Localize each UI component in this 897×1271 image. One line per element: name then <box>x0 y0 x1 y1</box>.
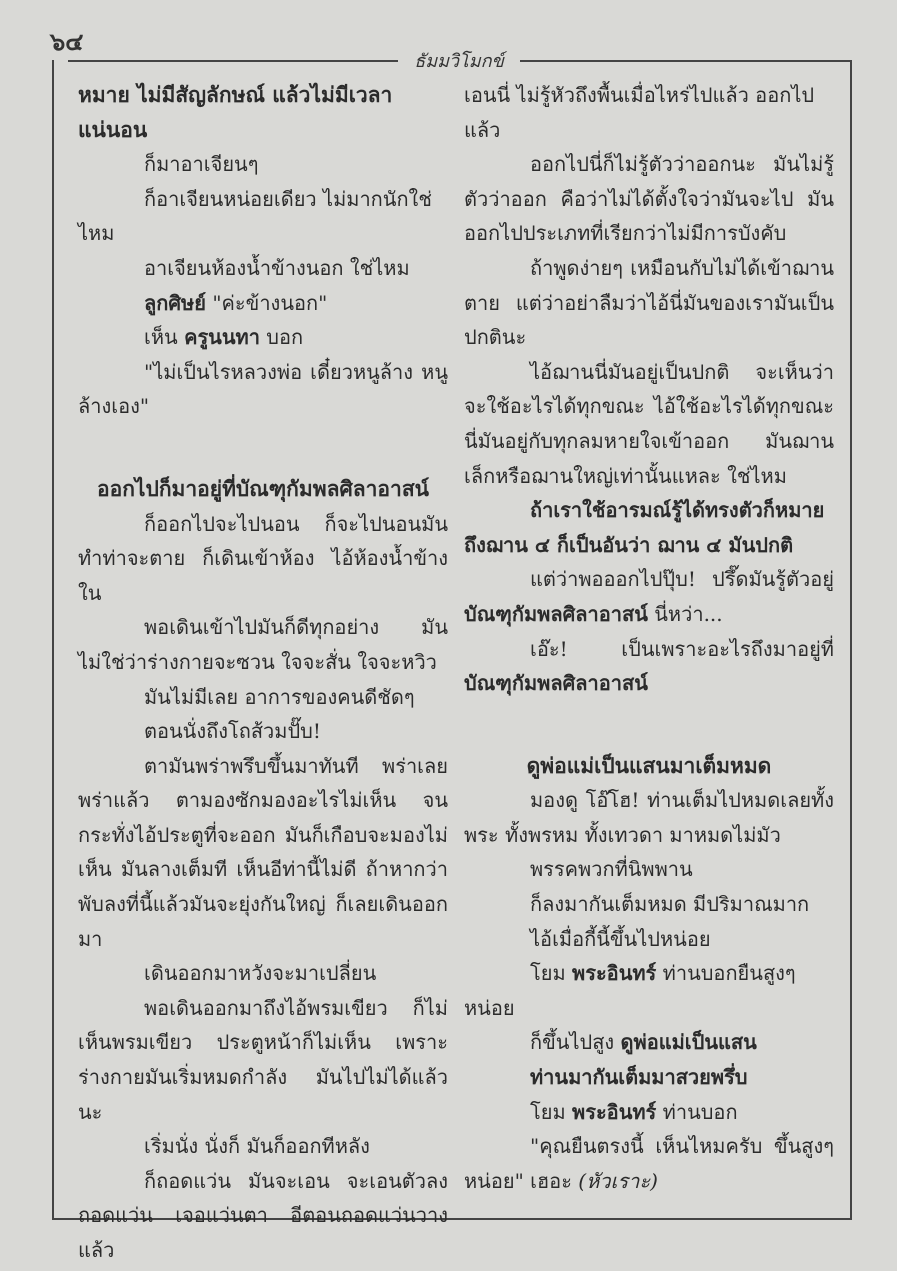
paragraph <box>464 632 834 701</box>
text: "คุณยืนตรงนี้ เห็นไหมครับ ขึ้นสูงๆ หน่อย" เฮอะ <box>464 1134 834 1193</box>
paragraph: เริ่มนั่ง นั่งก็ มันก็ออกทีหลัง <box>144 1134 370 1159</box>
name: พระอินทร์ <box>572 961 657 986</box>
section-heading: ดูพ่อแม่เป็นแสนมาเต็มหมด <box>526 752 772 778</box>
right-column <box>464 78 834 1198</box>
dialogue-line <box>78 286 448 321</box>
speaker-name: ครูนนทา <box>184 325 260 350</box>
paragraph-bold <box>464 493 834 562</box>
place-name: บัณฑุกัมพลศิลาอาสน์ <box>464 601 648 626</box>
bold-text: ดูพ่อแม่เป็นแสน <box>620 1030 757 1055</box>
running-header-title: ธัมมวิโมกข์ <box>414 51 504 72</box>
section-heading: หมาย ไม่มีสัญลักษณ์ แล้วไม่มีเวลาแน่นอน <box>78 82 393 142</box>
paragraph: ไอ้เมื่อกี้นี้ขึ้นไปหน่อย <box>530 926 711 951</box>
text: เอ๊ะ! เป็นเพราะอะไรถึงมาอยู่ที่ <box>530 636 834 661</box>
paragraph <box>464 562 834 631</box>
paragraph: ออกไปนี่ก็ไม่รู้ตัวว่าออกนะ มันไม่รู้ตัวว่าออก คือว่าไม่ได้ตั้งใจว่ามันจะไป มันออกไปประเภทที่เรียกว่าไม่มีการบังคับ <box>464 152 834 246</box>
paragraph: ก็ออกไปจะไปนอน ก็จะไปนอนมันทำท่าจะตาย ก็เดินเข้าห้อง ไอ้ห้องน้ำข้างใน <box>78 511 448 605</box>
paragraph <box>464 1095 834 1130</box>
text: โยม <box>530 1099 573 1124</box>
paragraph: ก็ลงมากันเต็มหมด มีปริมาณมาก <box>530 892 810 917</box>
paragraph: "ไม่เป็นไรหลวงพ่อ เดี๋ยวหนูล้าง หนูล้างเอง" <box>78 359 448 419</box>
text: บอก <box>259 325 304 350</box>
paragraph <box>464 1060 834 1095</box>
text: โยม <box>530 961 573 986</box>
paragraph <box>464 1025 834 1060</box>
text: แต่ว่าพอออกไปปุ๊บ! ปรึ๊ดมันรู้ตัวอยู่ <box>530 567 834 592</box>
paragraph: เอนนี่ ไม่รู้หัวถึงพื้นเมื่อไหร่ไปแล้ว ออกไปแล้ว <box>464 83 815 142</box>
place-name: บัณฑุกัมพลศิลาอาสน์ <box>464 671 648 696</box>
paragraph: เดินออกมาหวังจะมาเปลี่ยน <box>144 961 377 986</box>
page-number: ๖๔ <box>50 27 84 56</box>
text: ท่านบอก <box>656 1099 738 1124</box>
paragraph: ตามันพร่าพรึบขึ้นมาทันที พร่าเลย พร่าแล้ว ตามองซักมองอะไรไม่เห็น จนกระทั่งไอ้ประตูที่จะออก มันก็เกือบจะมองไม่เห็น มันลางเต็มที เห็นอีท่านี้ไม่ดี ถ้าหากว่าพับลงที่นี้แล้วมันจะยุ่งกันใหญ่ ก็เลยเดินออกมา <box>78 753 448 951</box>
speaker-name: ลูกศิษย์ <box>144 290 206 315</box>
left-column <box>78 78 448 1268</box>
paragraph: ไอ้ฌานนี่มันอยู่เป็นปกติ จะเห็นว่าจะใช้อะไรได้ทุกขณะ ไอ้ใช้อะไรได้ทุกขณะนี่มันอยู่กับทุกลมหายใจเข้าออก มันฌานเล็กหรือฌานใหญ่เท่านั้นแหละ ใช่ไหม <box>464 359 834 488</box>
bold-text: ท่านมากันเต็มมาสวยพรึ่บ <box>530 1065 748 1090</box>
paragraph: ตอนนั่งถึงโถส้วมปั๊บ! <box>144 719 321 744</box>
text: ท่านบอกยืนสูงๆ หน่อย <box>464 961 796 1020</box>
text: ก็ขึ้นไปสูง <box>530 1030 621 1055</box>
name: พระอินทร์ <box>572 1099 657 1124</box>
dialogue-text: "ค่ะข้างนอก" <box>205 290 328 315</box>
paragraph: พอเดินเข้าไปมันก็ดีทุกอย่าง มันไม่ใช่ว่าร่างกายจะซวน ใจจะสั่น ใจจะหวิว <box>78 615 448 674</box>
paragraph <box>464 1129 834 1198</box>
paragraph: ถ้าพูดง่ายๆ เหมือนกับไม่ได้เข้าฌานตาย แต่ว่าอย่าลืมว่าไอ้นี่มันของเรามันเป็นปกตินะ <box>464 255 834 350</box>
paragraph: อาเจียนห้องน้ำข้างนอก ใช่ไหม <box>144 255 410 280</box>
paragraph: พรรคพวกที่นิพพาน <box>530 857 693 882</box>
paragraph: มองดู โอ๊โฮ! ท่านเต็มไปหมดเลยทั้งพระ ทั้งพรหม ทั้งเทวดา มาหมดไม่มัว <box>464 788 834 847</box>
paragraph: ก็อาเจียนหน่อยเดียว ไม่มากนักใช่ไหม <box>78 186 432 246</box>
paragraph: ก็มาอาเจียนๆ <box>144 152 259 177</box>
paragraph: ก็ถอดแว่น มันจะเอน จะเอนตัวลงถอดแว่น เจอแว่นตา อีตอนถอดแว่นวางแล้ว <box>78 1168 448 1262</box>
paragraph <box>464 956 834 1025</box>
text: นี่หว่า... <box>647 601 723 626</box>
paragraph: พอเดินออกมาถึงไอ้พรมเขียว ก็ไม่เห็นพรมเขียว ประตูหน้าก็ไม่เห็น เพราะร่างกายมันเริ่มหมดกำลัง มันไปไม่ได้แล้วนะ <box>78 995 448 1124</box>
bold-text: ถ้าเราใช้อารมณ์รู้ได้ทรงตัวก็หมายถึงฌาน ๔ ก็เป็นอันว่า ฌาน ๔ มันปกติ <box>464 498 825 557</box>
text: เห็น <box>144 325 185 350</box>
paragraph: มันไม่มีเลย อาการของคนดีชัดๆ <box>144 684 415 709</box>
dialogue-line <box>78 320 448 355</box>
section-heading: ออกไปก็มาอยู่ที่บัณฑุกัมพลศิลาอาสน์ <box>96 475 430 501</box>
italic-text: (หัวเราะ) <box>578 1168 658 1193</box>
